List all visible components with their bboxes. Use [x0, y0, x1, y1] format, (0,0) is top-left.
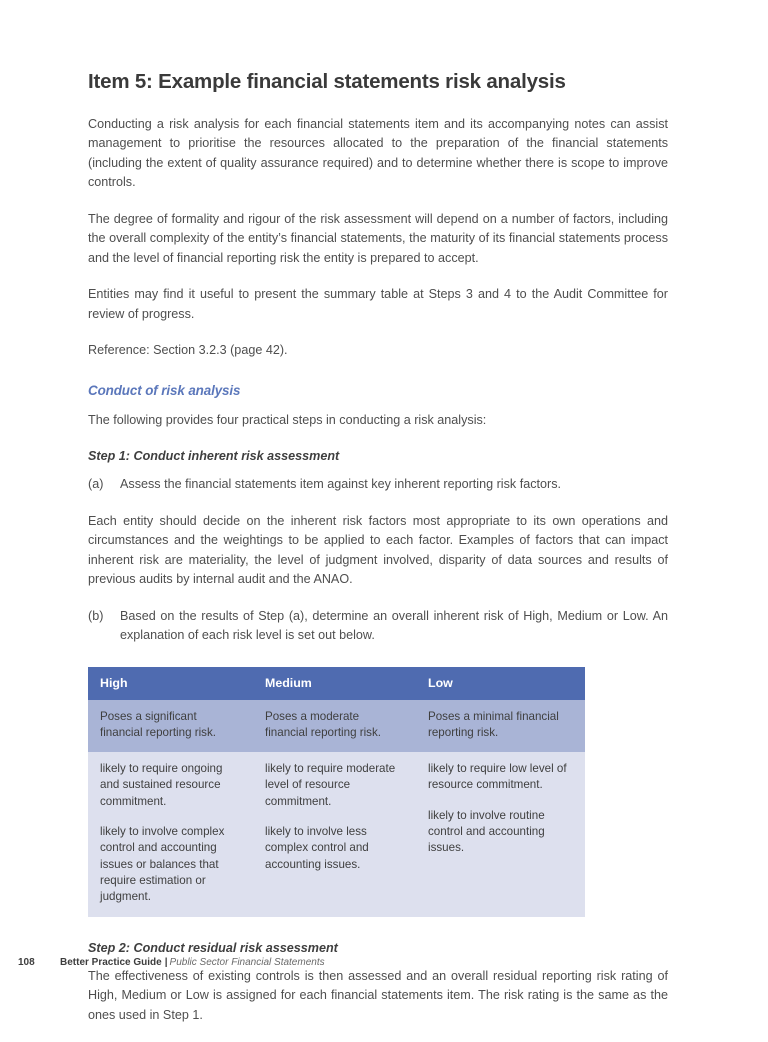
footer-guide-subtitle: Public Sector Financial Statements	[169, 957, 325, 968]
footer-guide-name: Better Practice Guide	[60, 957, 162, 968]
cell-paragraph: Poses a minimal financial reporting risk.	[428, 709, 559, 739]
cell-paragraph: likely to require moderate level of resource commitment.	[265, 762, 396, 808]
reference-paragraph: Reference: Section 3.2.3 (page 42).	[88, 343, 288, 358]
step-1-paragraph: Each entity should decide on the inherent risk factors most appropriate to its own operations and circumstances and the weightings to be applied to each factor. Examples of factors that can impact inherent risk are materiality, the level of judgment involved, disparity of data sources and results of previous audits by internal audit and the ANAO.	[88, 513, 668, 587]
intro-paragraph-3: Entities may find it useful to present the summary table at Steps 3 and 4 to the Audit Committee for review of progress.	[88, 287, 668, 321]
cell-paragraph: likely to involve routine control and accounting issues.	[428, 808, 545, 855]
cell-paragraph: likely to require ongoing and sustained resource commitment.	[100, 762, 223, 808]
risk-level-table	[88, 667, 585, 917]
section-heading-conduct-of-risk-analysis: Conduct of risk analysis	[88, 382, 241, 398]
table-header-high: High	[88, 667, 253, 700]
step-1-item-b	[88, 607, 668, 646]
cell-paragraph: Poses a significant financial reporting risk.	[100, 709, 216, 739]
intro-paragraph-2: The degree of formality and rigour of the risk assessment will depend on a number of factors, including the overall complexity of the entity’s financial statements, the maturity of its financial statements process and the level of financial reporting risk the entity is prepared to accept.	[88, 211, 668, 265]
step-2-paragraph: The effectiveness of existing controls is then assessed and an overall residual reporting risk rating of High, Medium or Low is assigned for each financial statements item. The risk rating is the same as the ones used in Step 1.	[88, 968, 668, 1022]
page-footer	[18, 957, 325, 968]
footer-separator: |	[164, 957, 168, 968]
list-marker-b: (b)	[88, 608, 104, 623]
step-2-heading: Step 2: Conduct residual risk assessment	[88, 940, 338, 955]
list-text-a: Assess the financial statements item against key inherent reporting risk factors.	[120, 477, 561, 492]
page-title: Item 5: Example financial statements risk analysis	[88, 70, 566, 93]
table-cell-high-detail	[88, 752, 253, 916]
intro-paragraph-1: Conducting a risk analysis for each financial statements item and its accompanying notes can assist management to prioritise the resources allocated to the preparation of the financial statements (including the extent of quality assurance required) and to determine whether there is scope to improve controls.	[88, 116, 668, 190]
table-header-low: Low	[416, 667, 585, 700]
table-header-row	[88, 667, 585, 700]
cell-paragraph: likely to involve complex control and accounting issues or balances that require estimation or judgment.	[100, 825, 225, 904]
step-1-heading: Step 1: Conduct inherent risk assessment	[88, 449, 340, 464]
section-intro-paragraph: The following provides four practical steps in conducting a risk analysis:	[88, 412, 487, 427]
footer-page-number: 108	[18, 957, 35, 968]
cell-paragraph: Poses a moderate financial reporting risk.	[265, 709, 381, 739]
cell-paragraph: likely to involve less complex control and accounting issues.	[265, 825, 369, 871]
page-content	[88, 70, 668, 1042]
table-cell-medium-detail	[253, 752, 416, 916]
table-cell-medium-summary	[253, 700, 416, 753]
list-text-b: Based on the results of Step (a), determine an overall inherent risk of High, Medium or Low. An explanation of each risk level is set out below.	[120, 608, 668, 643]
table-cell-low-detail	[416, 752, 585, 916]
table-cell-high-summary	[88, 700, 253, 753]
table-row	[88, 752, 585, 916]
table-cell-low-summary	[416, 700, 585, 753]
step-1-item-a	[88, 475, 668, 495]
list-marker-a: (a)	[88, 477, 104, 492]
table-header-medium: Medium	[253, 667, 416, 700]
cell-paragraph: likely to require low level of resource commitment.	[428, 762, 567, 792]
table-row	[88, 700, 585, 753]
risk-table-body	[88, 700, 585, 917]
